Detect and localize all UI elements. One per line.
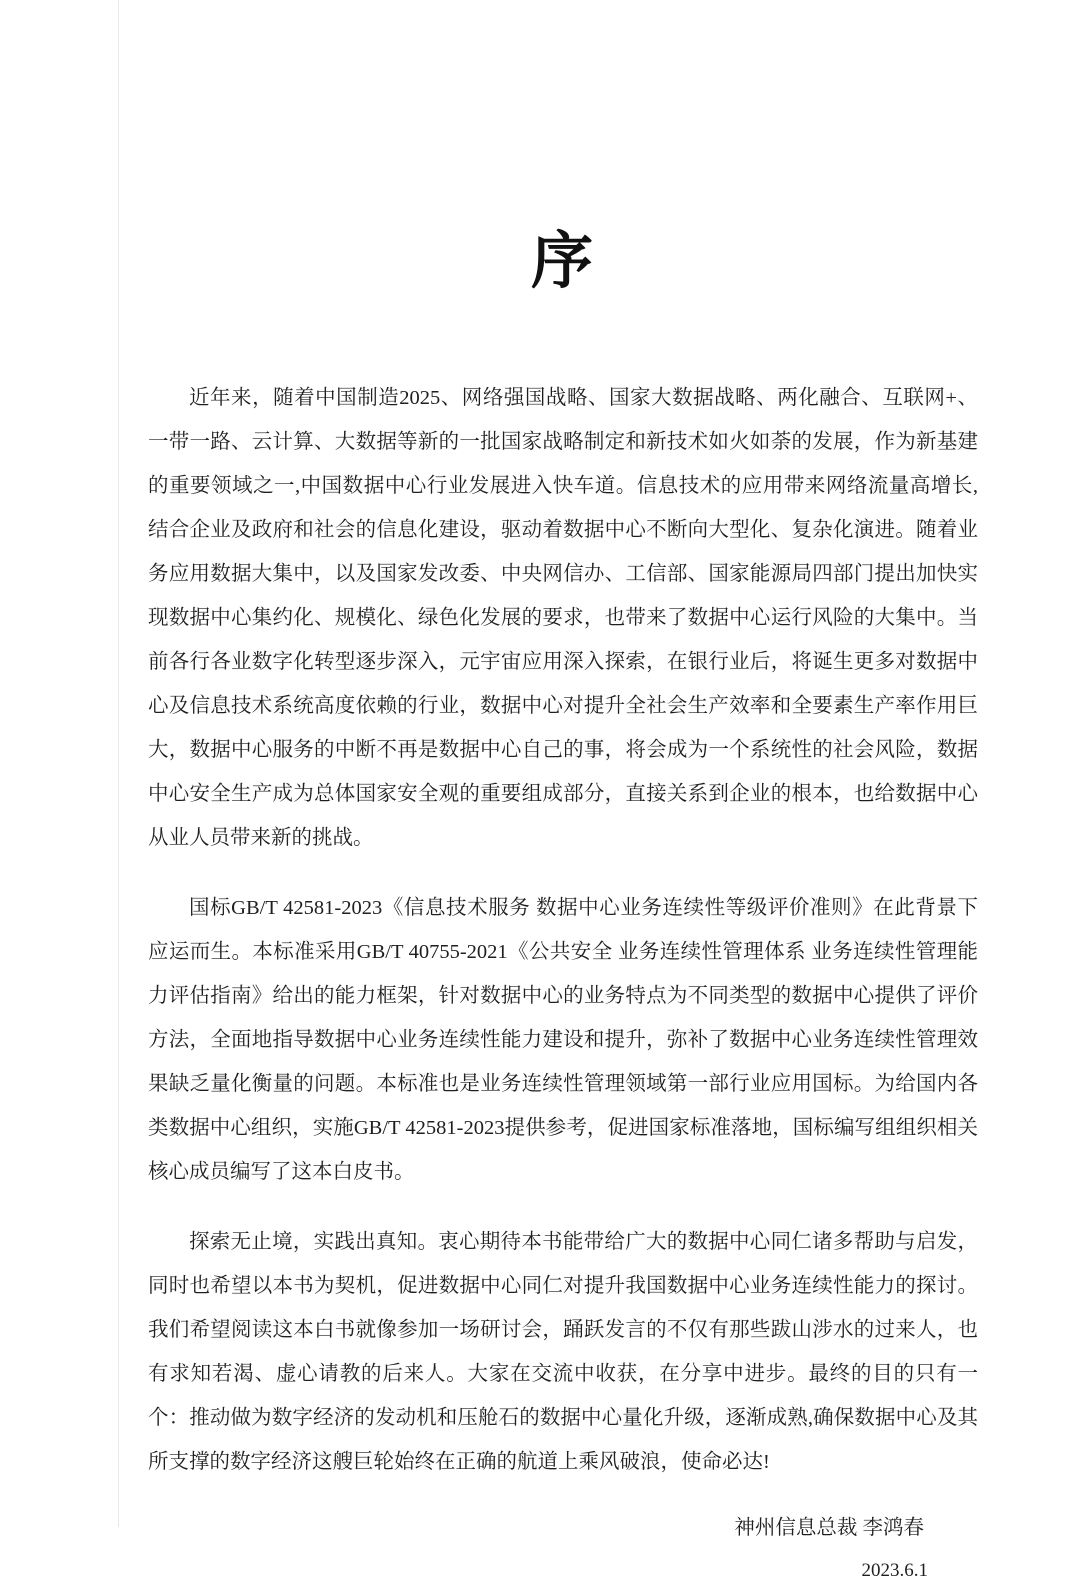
signature-date: 2023.6.1 bbox=[861, 1560, 928, 1581]
paragraph-2: 国标GB/T 42581-2023《信息技术服务 数据中心业务连续性等级评价准则》在此背景下应运而生。本标准采用GB/T 40755-2021《公共安全 业务连续性管理体系 业务连续性管理能力评估指南》给出的能力框架，针对数据中心的业务特点为不同类型的数据中心提供了评价方法，全面地指导数据中心业务连续性能力建设和提升，弥补了数据中心业务连续性管理效果缺乏量化衡量的问题。本标准也是业务连续性管理领域第一部行业应用国标。为给国内各类数据中心组织，实施GB/T 42581-2023提供参考，促进国家标准落地，国标编写组组织相关核心成员编写了这本白皮书。 bbox=[148, 897, 978, 1183]
page-binding-edge bbox=[118, 0, 119, 1527]
page-title: 序 bbox=[530, 224, 595, 297]
paragraph-3: 探索无止境，实践出真知。衷心期待本书能带给广大的数据中心同仁诸多帮助与启发，同时也希望以本书为契机，促进数据中心同仁对提升我国数据中心业务连续性能力的探讨。我们希望阅读这本白书就像参加一场研讨会，踊跃发言的不仅有那些跋山涉水的过来人，也有求知若渴、虚心请教的后来人。大家在交流中收获，在分享中进步。最终的目的只有一个：推动做为数字经济的发动机和压舱石的数据中心量化升级，逐渐成熟,确保数据中心及其所支撑的数字经济这艘巨轮始终在正确的航道上乘风破浪，使命必达! bbox=[148, 1231, 978, 1473]
paragraph-1: 近年来，随着中国制造2025、网络强国战略、国家大数据战略、两化融合、互联网+、一带一路、云计算、大数据等新的一批国家战略制定和新技术如火如荼的发展，作为新基建的重要领域之一,中国数据中心行业发展进入快车道。信息技术的应用带来网络流量高增长,结合企业及政府和社会的信息化建设，驱动着数据中心不断向大型化、复杂化演进。随着业务应用数据大集中，以及国家发改委、中央网信办、工信部、国家能源局四部门提出加快实现数据中心集约化、规模化、绿色化发展的要求，也带来了数据中心运行风险的大集中。当前各行各业数字化转型逐步深入，元宇宙应用深入探索，在银行业后，将诞生更多对数据中心及信息技术系统高度依赖的行业，数据中心对提升全社会生产效率和全要素生产率作用巨大，数据中心服务的中断不再是数据中心自己的事，将会成为一个系统性的社会风险，数据中心安全生产成为总体国家安全观的重要组成部分，直接关系到企业的根本，也给数据中心从业人员带来新的挑战。 bbox=[148, 387, 978, 849]
signature-author: 神州信息总裁 李鸿春 bbox=[734, 1517, 924, 1539]
page-content bbox=[148, 0, 978, 1581]
preface-body bbox=[148, 376, 978, 1484]
